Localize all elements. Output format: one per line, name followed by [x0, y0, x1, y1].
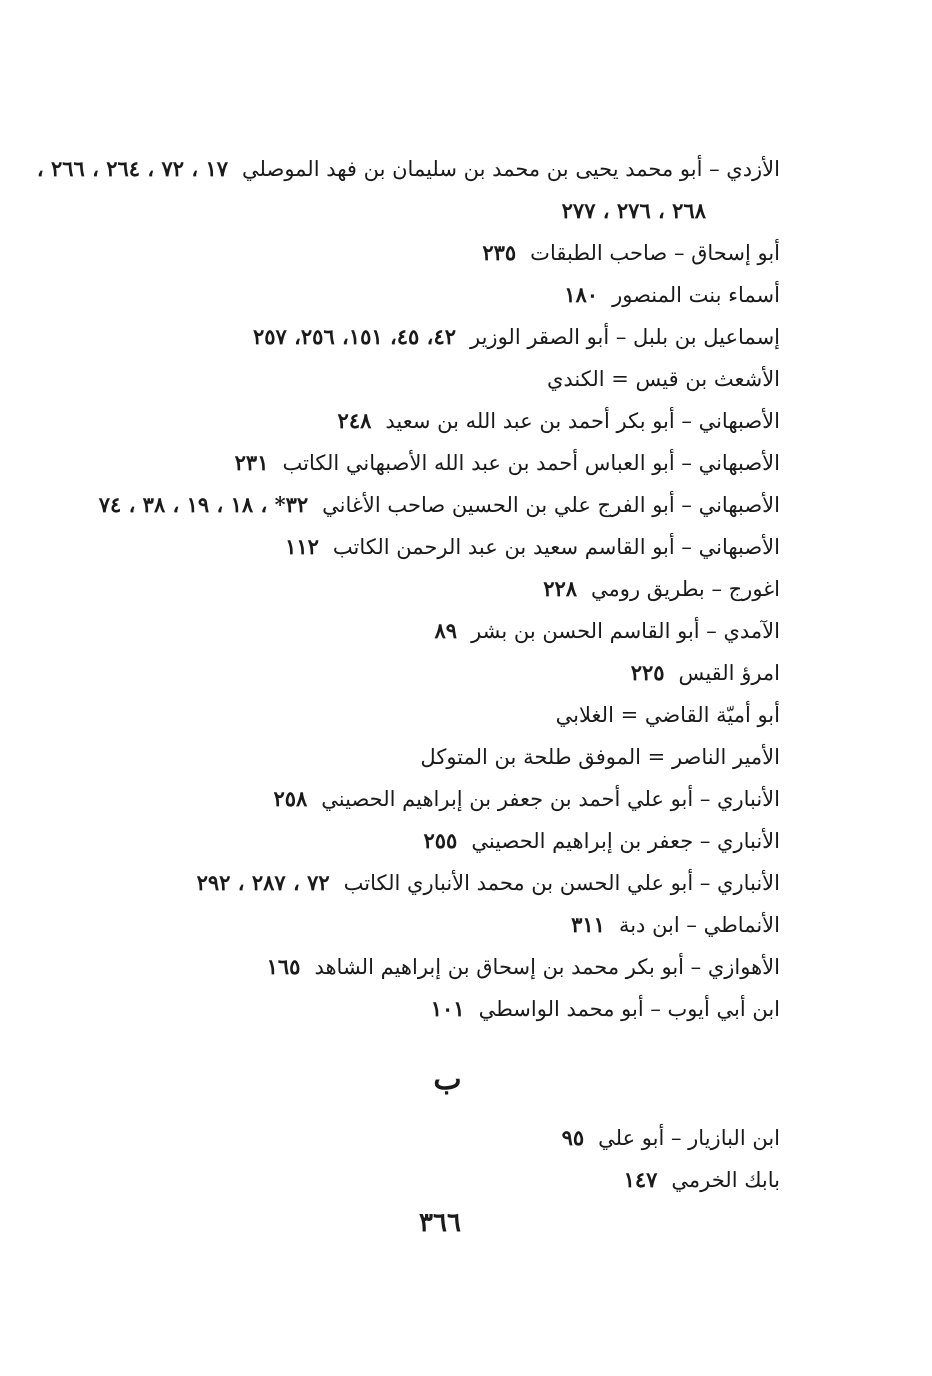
entry-name: الأصبهاني – أبو الفرج علي بن الحسين صاحب الأغاني — [322, 493, 780, 517]
index-entries-ba — [100, 1117, 780, 1201]
index-entry — [100, 568, 780, 610]
section-heading-letter: ب — [433, 1062, 462, 1097]
entry-name: الآمدي – أبو القاسم الحسن بن بشر — [471, 619, 780, 643]
entry-name: أسماء بنت المنصور — [612, 283, 780, 307]
entry-name: الأنباري – جعفر بن إبراهيم الحصيني — [471, 829, 780, 853]
entry-name: إسماعيل بن بلبل – أبو الصقر الوزير — [470, 325, 780, 349]
entry-page-refs: ١٤٧ — [623, 1167, 658, 1192]
index-entry — [100, 988, 780, 1030]
entry-name: الأنماطي – ابن دبة — [618, 913, 780, 937]
index-entry — [100, 1159, 780, 1201]
entry-page-refs: ٢٣١ — [234, 450, 269, 475]
index-entry — [36, 148, 780, 190]
entry-page-refs: ٢٥٥ — [423, 828, 458, 853]
index-entry — [100, 652, 780, 694]
index-entry — [100, 904, 780, 946]
entry-page-refs: ٢٣٥ — [482, 240, 517, 265]
entry-name: بابك الخرمي — [671, 1168, 780, 1192]
index-entry — [100, 232, 780, 274]
entry-name: الأصبهاني – أبو العباس أحمد بن عبد الله الأصبهاني الكاتب — [282, 451, 780, 475]
entry-page-refs: ١٨٠ — [564, 282, 599, 307]
index-entry — [100, 820, 780, 862]
index-entry — [100, 862, 780, 904]
entry-name: ابن أبي أيوب – أبو محمد الواسطي — [478, 997, 780, 1021]
entry-name: أبو إسحاق – صاحب الطبقات — [530, 241, 780, 265]
index-entry — [100, 778, 780, 820]
entry-page-refs: ٢٤٨ — [337, 408, 372, 433]
index-entry — [100, 358, 780, 400]
entry-page-refs: ٢٢٥ — [630, 660, 665, 685]
entry-page-refs: ٢٢٨ — [543, 576, 578, 601]
entry-name: أبو أميّة القاضي = الغلابي — [555, 703, 780, 727]
index-entry — [100, 1117, 780, 1159]
entry-name: الأصبهاني – أبو بكر أحمد بن عبد الله بن سعيد — [385, 409, 780, 433]
entry-name: امرؤ القيس — [678, 661, 780, 685]
index-entry — [100, 316, 780, 358]
index-entry — [100, 400, 780, 442]
entry-name: الأمير الناصر = الموفق طلحة بن المتوكل — [420, 745, 780, 769]
entry-page-refs: ٤٢، ٤٥، ١٥١، ٢٥٦، ٢٥٧ — [252, 324, 456, 349]
entry-name: ابن البازيار – أبو علي — [598, 1126, 780, 1150]
entry-page-refs: ١١٢ — [285, 534, 319, 559]
entry-page-refs: ٢٥٨ — [273, 786, 308, 811]
page-number: ٣٦٦ — [419, 1208, 461, 1238]
entry-page-refs: ٣٢* ، ١٨ ، ١٩ ، ٣٨ ، ٧٤ — [98, 492, 309, 517]
index-entry-continuation — [100, 190, 780, 232]
entry-page-refs: ٣١١ — [571, 912, 605, 937]
index-entry — [100, 526, 780, 568]
index-entry — [100, 610, 780, 652]
index-entry — [100, 274, 780, 316]
index-entry — [100, 946, 780, 988]
entry-page-refs: ٧٢ ، ٢٨٧ ، ٢٩٢ — [196, 870, 330, 895]
entry-page-refs: ٩٥ — [561, 1125, 585, 1150]
index-entry — [100, 694, 780, 736]
index-entry — [100, 736, 780, 778]
entry-name: الأزدي – أبو محمد يحيى بن محمد بن سليمان بن فهد الموصلي — [242, 157, 780, 181]
entry-page-refs: ١٧ ، ٧٢ ، ٢٦٤ ، ٢٦٦ ، — [36, 156, 229, 181]
entry-name: الأشعث بن قيس = الكندي — [546, 367, 780, 391]
index-entry — [100, 484, 780, 526]
entry-page-refs: ١٠١ — [430, 996, 465, 1021]
entry-name: اغورج – بطريق رومي — [591, 577, 780, 601]
entry-name: الأنباري – أبو علي أحمد بن جعفر بن إبراهيم الحصيني — [321, 787, 780, 811]
entry-name: الأصبهاني – أبو القاسم سعيد بن عبد الرحمن الكاتب — [332, 535, 780, 559]
index-entries-alif — [36, 148, 780, 1030]
entry-name: الأهوازي – أبو بكر محمد بن إسحاق بن إبراهيم الشاهد — [314, 955, 780, 979]
entry-name: الأنباري – أبو علي الحسن بن محمد الأنباري الكاتب — [343, 871, 780, 895]
entry-page-refs: ٨٩ — [434, 618, 458, 643]
entry-page-refs: ٢٦٨ ، ٢٧٦ ، ٢٧٧ — [561, 198, 706, 223]
index-entry — [100, 442, 780, 484]
entry-page-refs: ١٦٥ — [266, 954, 301, 979]
